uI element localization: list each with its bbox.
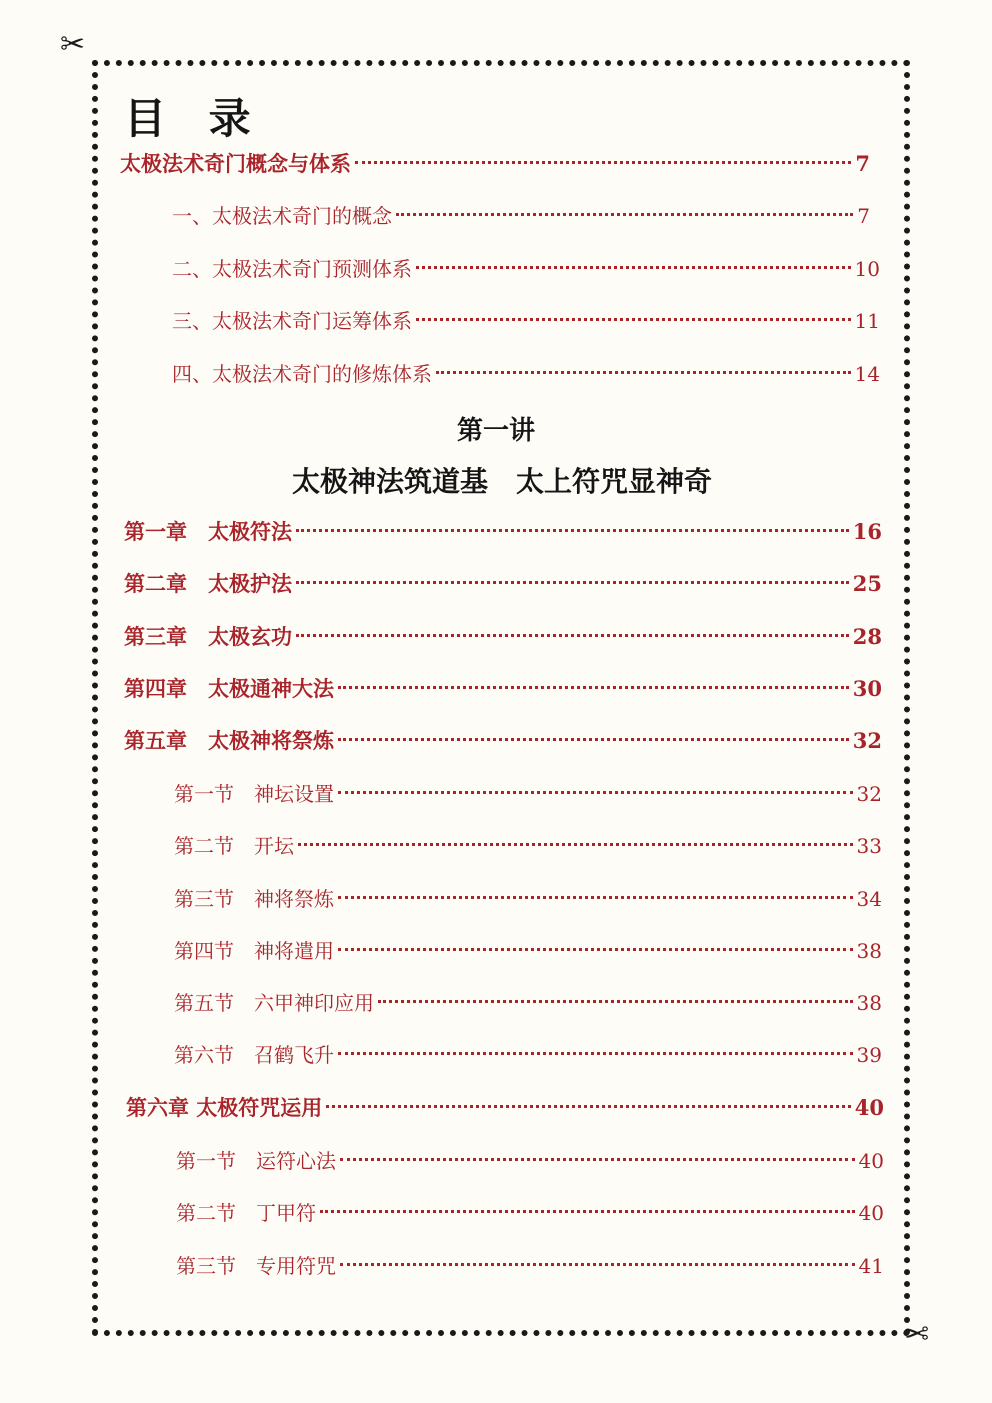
dot-leader	[338, 1052, 853, 1055]
dot-leader	[338, 738, 849, 741]
dot-leader	[396, 213, 853, 216]
toc-entry-chapter[interactable]	[124, 673, 882, 705]
toc-entry-section[interactable]	[174, 987, 882, 1019]
toc-entry-section[interactable]	[174, 830, 882, 862]
toc-entry-label: 第四章 太极通神大法	[124, 676, 334, 701]
toc-entry-label: 四、太极法术奇门的修炼体系	[172, 362, 432, 386]
toc-entry-section[interactable]	[176, 1145, 884, 1177]
scissors-icon: ✂	[904, 1317, 930, 1352]
lecture-number: 第一讲	[456, 416, 535, 446]
toc-entry-page: 14	[854, 362, 880, 386]
toc-entry-label: 第五节 六甲神印应用	[174, 991, 374, 1015]
toc-entry-section[interactable]	[174, 935, 882, 967]
toc-entry-label: 第六节 召鹤飞升	[174, 1043, 334, 1067]
toc-entry-label: 一、太极法术奇门的概念	[172, 204, 392, 228]
dot-leader	[416, 266, 851, 269]
toc-entry-section[interactable]	[172, 200, 870, 232]
scissors-icon: ✂	[60, 27, 86, 62]
dot-leader	[416, 318, 851, 321]
toc-entry-chapter[interactable]	[124, 516, 882, 548]
toc-entry-page: 7	[855, 151, 870, 176]
dot-leader	[326, 1105, 850, 1108]
toc-entry-page: 32	[852, 728, 882, 753]
toc-entry-section[interactable]	[172, 253, 880, 285]
toc-entry-page: 10	[854, 257, 880, 281]
toc-entry-chapter[interactable]	[124, 725, 882, 757]
dot-leader	[436, 371, 851, 374]
toc-entry-label: 第一节 运符心法	[176, 1149, 336, 1173]
toc-entry-label: 第二节 开坛	[174, 834, 294, 858]
toc-entry-chapter[interactable]	[124, 568, 882, 600]
toc-entry-page: 40	[854, 1095, 884, 1120]
toc-entry-page: 40	[858, 1149, 884, 1173]
dot-leader	[340, 1158, 855, 1161]
toc-entry-page: 25	[852, 571, 882, 596]
toc-entry-label: 第一节 神坛设置	[174, 782, 334, 806]
toc-entry-page: 32	[856, 782, 882, 806]
toc-entry-page: 41	[858, 1254, 884, 1278]
dot-leader	[320, 1210, 855, 1213]
toc-entry-page: 16	[852, 519, 882, 544]
toc-entry-chapter[interactable]	[126, 1092, 884, 1124]
toc-entry-section[interactable]	[176, 1250, 884, 1282]
toc-entry-page: 34	[856, 887, 882, 911]
toc-entry-label: 第三节 神将祭炼	[174, 887, 334, 911]
lecture-title: 太极神法筑道基 太上符咒显神奇	[291, 465, 712, 498]
toc-entry-label: 第五章 太极神将祭炼	[124, 728, 334, 753]
dot-leader	[338, 896, 853, 899]
toc-entry-label: 第四节 神将遣用	[174, 939, 334, 963]
toc-entry-label: 二、太极法术奇门预测体系	[172, 257, 412, 281]
toc-entry-page: 28	[852, 624, 882, 649]
toc-entry-page: 7	[857, 204, 870, 228]
dot-leader	[296, 634, 849, 637]
toc-entry-label: 第三章 太极玄功	[124, 624, 292, 649]
toc-entry-label: 第二章 太极护法	[124, 571, 292, 596]
toc-entry-chapter[interactable]	[124, 621, 882, 653]
toc-entry-section[interactable]	[174, 1039, 882, 1071]
toc-entry-page: 33	[856, 834, 882, 858]
dot-leader	[298, 843, 853, 846]
toc-entry-label: 太极法术奇门概念与体系	[120, 151, 351, 176]
toc-entry-section[interactable]	[172, 305, 880, 337]
toc-entry-label: 三、太极法术奇门运筹体系	[172, 309, 412, 333]
toc-entry-page: 11	[854, 309, 880, 333]
dot-leader	[338, 948, 853, 951]
dot-leader	[296, 581, 849, 584]
dot-leader	[338, 686, 849, 689]
toc-entry-label: 第一章 太极符法	[124, 519, 292, 544]
dot-leader	[296, 529, 849, 532]
dot-leader	[338, 791, 853, 794]
dot-leader	[378, 1000, 853, 1003]
toc-entry-label: 第六章 太极符咒运用	[126, 1095, 323, 1120]
toc-entry-label: 第三节 专用符咒	[176, 1254, 336, 1278]
toc-entry-intro[interactable]	[120, 148, 870, 180]
toc-title: 目 录	[124, 94, 265, 143]
toc-entry-section[interactable]	[172, 358, 880, 390]
toc-entry-section[interactable]	[174, 778, 882, 810]
dot-leader	[355, 161, 851, 164]
dot-leader	[340, 1263, 855, 1266]
toc-entry-label: 第二节 丁甲符	[176, 1201, 316, 1225]
toc-entry-page: 38	[856, 991, 882, 1015]
toc-entry-section[interactable]	[176, 1197, 884, 1229]
toc-entry-page: 39	[856, 1043, 882, 1067]
toc-entry-page: 40	[858, 1201, 884, 1225]
toc-entry-section[interactable]	[174, 883, 882, 915]
toc-entry-page: 30	[852, 676, 882, 701]
toc-entry-page: 38	[856, 939, 882, 963]
